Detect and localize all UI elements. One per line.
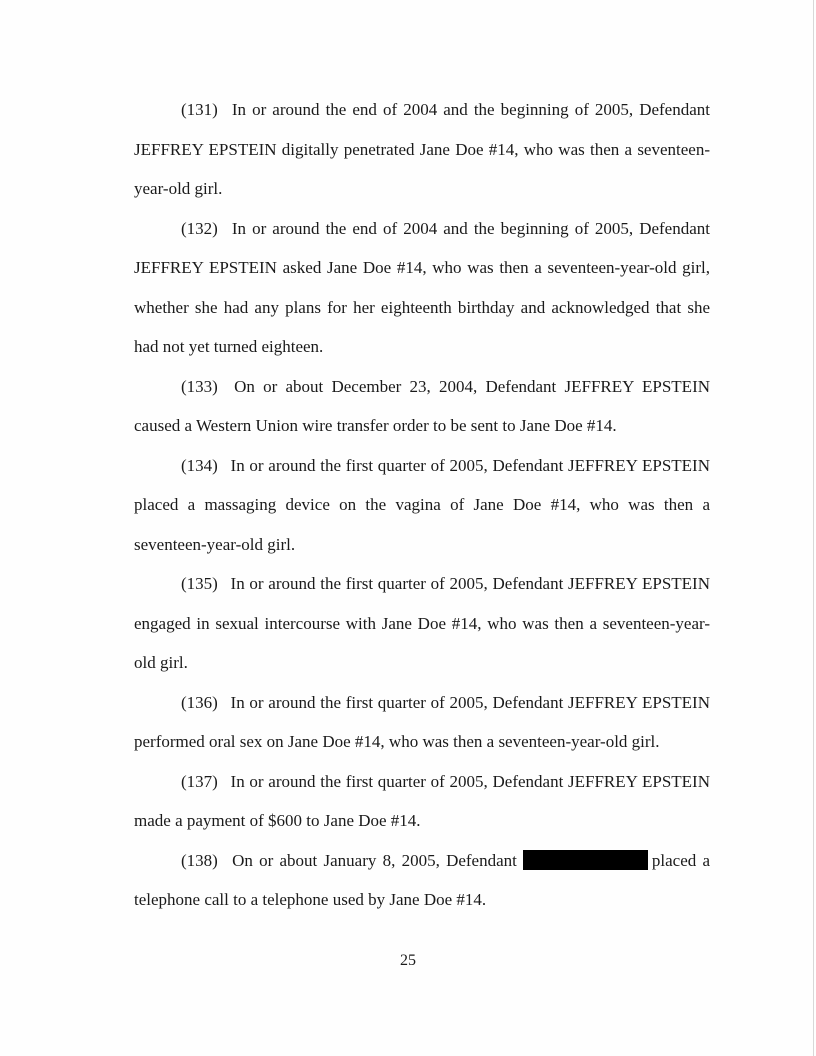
paragraph-137 <box>134 762 710 841</box>
paragraph-number: (134) <box>181 455 218 475</box>
paragraph-132 <box>134 209 710 367</box>
paragraph-131 <box>134 90 710 209</box>
paragraph-number: (132) <box>181 218 218 238</box>
paragraph-138 <box>134 841 710 920</box>
paragraph-134 <box>134 446 710 565</box>
paragraph-number: (136) <box>181 692 218 712</box>
paragraph-number: (137) <box>181 771 218 791</box>
paragraph-text: In or around the first quarter of 2005, Defendant JEFFREY EPSTEIN engaged in sexual intercourse with Jane Doe #14, who was then a seventeen-year-old girl. <box>134 574 710 672</box>
paragraph-text: In or around the end of 2004 and the beginning of 2005, Defendant JEFFREY EPSTEIN asked Jane Doe #14, who was then a seventeen-year-old girl, whether she had any plans for her eighteenth birthday and acknowledged that she had not yet turned eighteen. <box>134 218 711 356</box>
paragraph-number: (133) <box>181 376 218 396</box>
paragraph-135 <box>134 564 710 683</box>
paragraph-text: In or around the first quarter of 2005, Defendant JEFFREY EPSTEIN placed a massaging device on the vagina of Jane Doe #14, who was then a seventeen-year-old girl. <box>134 455 710 554</box>
document-body <box>134 90 710 920</box>
paragraph-133 <box>134 367 710 446</box>
paragraph-text: In or around the end of 2004 and the beginning of 2005, Defendant JEFFREY EPSTEIN digitally penetrated Jane Doe #14, who was then a seventeen-year-old girl. <box>134 100 711 198</box>
page-number: 25 <box>400 952 416 969</box>
paragraph-text: In or around the first quarter of 2005, Defendant JEFFREY EPSTEIN made a payment of $600 to Jane Doe #14. <box>134 771 710 830</box>
paragraph-number: (138) <box>181 850 218 870</box>
paragraph-text: On or about December 23, 2004, Defendant JEFFREY EPSTEIN caused a Western Union wire transfer order to be sent to Jane Doe #14. <box>134 376 711 435</box>
paragraph-number: (135) <box>181 574 218 593</box>
paragraph-text-before: On or about January 8, 2005, Defendant <box>232 850 517 870</box>
paragraph-136 <box>134 683 710 762</box>
redaction-bar <box>523 850 648 870</box>
paragraph-number: (131) <box>181 100 218 119</box>
paragraph-text-after: placed a telephone call to a telephone used by Jane Doe #14. <box>134 850 711 909</box>
scan-edge-line <box>813 0 814 1056</box>
paragraph-text: In or around the first quarter of 2005, Defendant JEFFREY EPSTEIN performed oral sex on Jane Doe #14, who was then a seventeen-year-old girl. <box>134 692 710 751</box>
